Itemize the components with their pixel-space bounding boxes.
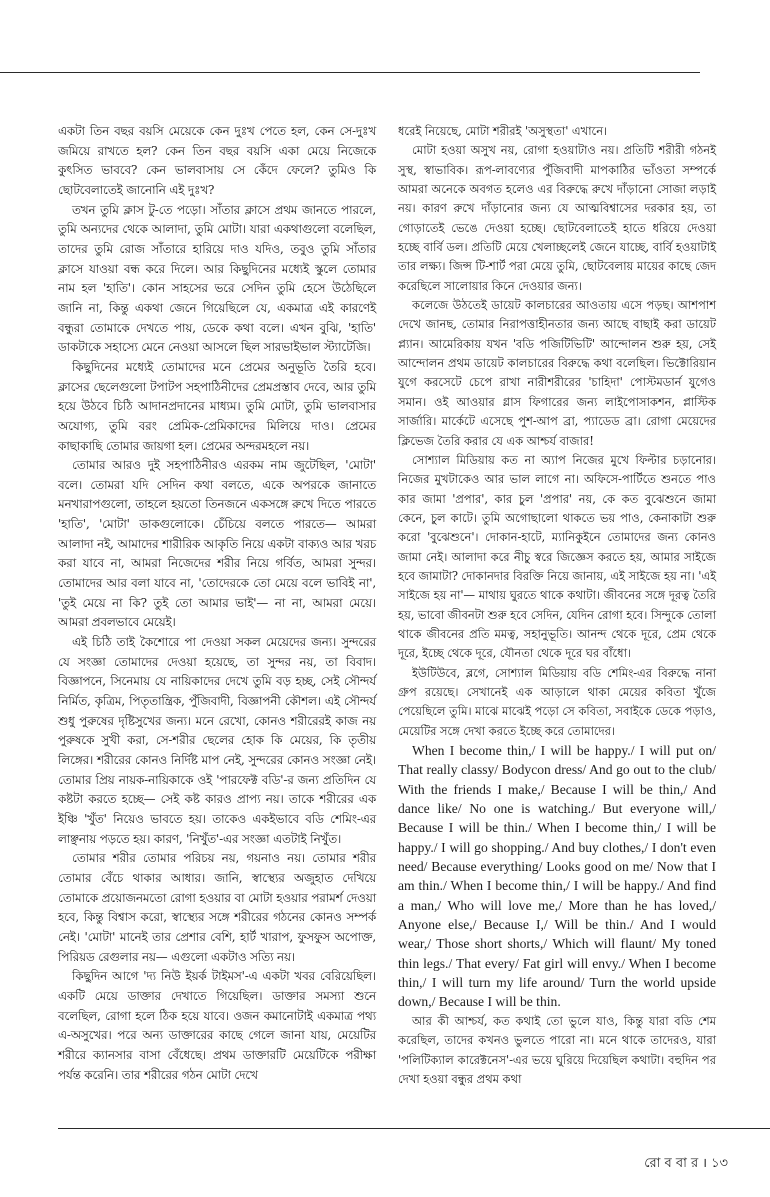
page-footer bbox=[644, 1153, 728, 1175]
left-column bbox=[58, 122, 376, 1085]
paragraph: ধরেই নিয়েছে, মোটা শরীরই 'অসুস্থতা' এখানে। bbox=[398, 124, 608, 138]
paragraph: কিছুদিন আগে 'দ্য নিউ ইয়র্ক টাইমস'-এ একটা খবর বেরিয়েছিল। একটি মেয়ে ডাক্তার দেখাতে গিয়েছিল। ডাক্তার সমস্যা শুনে বলেছিল, রোগা হলে ঠিক হয়ে যাবে। ওজন কমানোটাই একমাত্র পথ্য এ-অসুখের। পরে অন্য ডাক্তারের কাছে গেলে জানা যায়, মেয়েটির শরীরে ক্যানসার বাসা বেঁধেছে। প্রথম ডাক্তারটি মেয়েটিকে পরীক্ষা পর্যন্ত করেনি। তার শরীরের গঠন মোটা দেখে bbox=[58, 969, 376, 1082]
paragraph: সোশ্যাল মিডিয়ায় কত না অ্যাপ নিজের মুখে ফিল্টার চড়ানোর। নিজের মুখটাকেও আর ভাল লাগে না। অফিসে-পার্টিতে শুনতে পাও কার জামা 'প্রপার', কার চুল 'প্রপার' নয়, কে কত বুঝেশুনে জামা কেনে, চুল কাটে। তুমি অগোছালো থাকতে ভয় পাও, কেনাকাটা শুরু করো 'বুঝেশুনে'। দোকান-হাটে, ম্যানিকুইনে তোমাদের জন্য কোনও জামা নেই। আলাদা করে নীচু স্বরে জিজ্ঞেস করতে হয়, আমার সাইজে হবে জামাটা? দোকানদার বিরক্তি নিয়ে জানায়, এই সাইজে হয় না। 'এই সাইজে হয় না'— মাথায় ঘুরতে থাকে কথাটা। জীবনের সঙ্গে দূরত্ব তৈরি হয়, ভাবো জীবনটা শুরু হবে সেদিন, যেদিন রোগা হবে। সিন্দুকে তোলা থাকে জীবনের প্রতি মমত্ব, সহানুভূতি। আনন্দ থেকে দূরে, প্রেম থেকে দূরে, ইচ্ছে থেকে দূরে, যৌনতা থেকে দূরে ঘর বাঁধো। bbox=[398, 452, 717, 661]
paragraph: ইউটিউবে, ব্লগে, সোশ্যাল মিডিয়ায় বডি শেমিং-এর বিরুদ্ধে নানা গ্রুপ রয়েছে। সেখানেই এক আড়ালে থাকা মেয়ের কবিতা খুঁজে পেয়েছিলে তুমি। মাঝে মাঝেই পড়ো সে কবিতা, সবাইকে ডেকে পড়াও, মেয়েটির সঙ্গে দেখা করতে ইচ্ছে করে তোমাদের। bbox=[398, 665, 716, 738]
english-poem: When I become thin,/ I will be happy./ I will put on/ That really classy/ Bodycon dress/ And go out to the club/ With the friends I make,/ Because I will be thin,/ And dance like/ No one is watching./ But everyone will,/ Because I will be thin./ When I become thin,/ I will be happy./ I will go shopping./ And buy clothes,/ I don't even need/ Because everything/ Looks good on me/ Now that I am thin./ When I become thin,/ I will be happy./ And find a man,/ Who will love me,/ More than he has loved,/ Anyone else,/ Because I,/ Will be thin./ And I would wear,/ Those short shorts,/ Which will flaunt/ My toned thin legs./ That every/ Fat girl will envy./ When I become thin,/ I will turn my life around/ Turn the world upside down,/ Because I will be thin. bbox=[398, 743, 716, 1010]
magazine-name: রো ব বা র bbox=[644, 1156, 699, 1171]
bottom-rule bbox=[58, 1128, 770, 1129]
top-rule bbox=[0, 72, 700, 73]
paragraph: এই চিঠি তাই কৈশোরে পা দেওয়া সকল মেয়েদের জন্য। সুন্দরের যে সংজ্ঞা তোমাদের দেওয়া হয়েছে, তা সুন্দর নয়, তা বিবাদ। বিজ্ঞাপনে, সিনেমায় যে নায়িকাদের দেখে তুমি বড় হচ্ছ, সেই সৌন্দর্য নির্মিত, কৃত্রিম, পিতৃতান্ত্রিক, পুঁজিবাদী, বিজ্ঞাপনী কৌশল। এই সৌন্দর্য শুধু পুরুষের দৃষ্টিসুখের জন্য। মনে রেখো, কোনও শরীরেরই কাজ নয় পুরুষকে সুখী করা, সে-শরীর ছেলের হোক কি মেয়ের, কি তৃতীয় লিঙ্গের। শরীরের কোনও নির্দিষ্ট মাপ নেই, সুন্দরের কোনও সংজ্ঞা নেই। তোমার প্রিয় নায়ক-নায়িকাকে ওই 'পারফেক্ট বডি'-র জন্য প্রতিদিন যে কষ্টটা করতে হচ্ছে— সেই কষ্ট কারও প্রাপ্য নয়। তাকে শরীরের এক ইঞ্চি 'খুঁত' নিয়েও ভাবতে হয়। তাকেও একইভাবে বডি শেমিং-এর লাঞ্ছনায় পড়তে হয়। কারণ, 'নিখুঁত'-এর সংজ্ঞা এতটাই নিখুঁত। bbox=[58, 635, 376, 846]
page-number: ১৩ bbox=[711, 1156, 728, 1171]
paragraph: তোমার আরও দুই সহপাঠিনীরও এরকম নাম জুটেছিল, 'মোটা' বলে। তোমরা যদি সেদিন কথা বলতে, একে অপরকে জানাতে মনখারাপগুলো, তাহলে হয়তো তিনজনে একসঙ্গে রুখে দিতে পারতে 'হাতি', 'মোটা' ডাকগুলোকে। চেঁচিয়ে বলতে পারতে— আমরা আলাদা নই, আমাদের শারীরিক আকৃতি নিয়ে একটা বাক্যও আর খরচ করা যাবে না, আমরা নিজেদের শরীর নিয়ে গর্বিত, আমরা সুন্দর। তোমাদের আর বলা যাবে না, 'তোদেরকে তো মেয়ে বলে ভাবিই না', 'তুই মেয়ে না কি? তুই তো আমার ভাই'— না না, আমরা মেয়ে। আমরা প্রবলভাবে মেয়েই। bbox=[58, 458, 376, 630]
paragraph: কিছুদিনের মধ্যেই তোমাদের মনে প্রেমের অনুভূতি তৈরি হবে। ক্লাসের ছেলেগুলো টপাটপ সহপাঠিনীদের প্রেমপ্রস্তাব দেবে, আর তুমি হয়ে উঠবে চিঠি আদানপ্রদানের মাধ্যম। তুমি মোটা, তুমি ভালবাসার অযোগ্য, তুমি বরং প্রেমিক-প্রেমিকাদের মিলিয়ে দাও। প্রেমের কাছাকাছি তোমার জায়গা হল। প্রেমের অন্দরমহলে নয়। bbox=[58, 359, 376, 453]
paragraph: একটা তিন বছর বয়সি মেয়েকে কেন দুঃখ পেতে হল, কেন সে-দুঃখ জমিয়ে রাখতে হল? কেন তিন বছর বয়সি একা মেয়ে নিজেকে কুৎসিত ভাববে? কেন ভালবাসায় সে কেঁদে ফেলে? তুমিও কি ছোটবেলাতেই জানোনি এই দুঃখ? bbox=[58, 124, 376, 197]
paragraph: তোমার শরীর তোমার পরিচয় নয়, গয়নাও নয়। তোমার শরীর তোমার বেঁচে থাকার আধার। জানি, স্বাস্থ্যের অজুহাত দেখিয়ে তোমাকে প্রয়োজনমতো রোগা হওয়ার বা মোটা হওয়ার পরামর্শ দেওয়া হবে, কিন্তু বিশ্বাস করো, স্বাস্থ্যের সঙ্গে শরীরের গঠনের কোনও সম্পর্ক নেই। 'মোটা' মানেই তার প্রেশার বেশি, হার্ট খারাপ, ফুসফুস অপোক্ত, পিরিয়ড রেগুলার নয়— এগুলো একটাও সত্যি নয়। bbox=[58, 851, 376, 964]
paragraph: আর কী আশ্চর্য, কত কথাই তো ভুলে যাও, কিন্তু যারা বডি শেম করেছিল, তাদের কখনও ভুলতে পারো না। মনে থাকে তাদেরও, যারা 'পলিটিক্যাল কারেক্টনেস'-এর ভয়ে ঘুরিয়ে দিয়েছিল কথাটা। বহুদিন পর দেখা হওয়া বন্ধুর প্রথম কথা bbox=[398, 1013, 716, 1086]
paragraph: তখন তুমি ক্লাস টু-তে পড়ো। সাঁতার ক্লাসে প্রথম জানতে পারলে, তুমি অন্যদের থেকে আলাদা, তুমি মোটা। যারা একথাগুলো বলেছিল, তাদের তুমি রোজ সাঁতারে হারিয়ে দাও যদিও, তবুও তুমি সাঁতার ক্লাসে যাওয়া বন্ধ করে দিলে। আর কিছুদিনের মধ্যেই স্কুলে তোমার নাম হল 'হাতি'। কোন সাহসের ভরে সেদিন তুমি হেসে উঠেছিলে জানি না, কিন্তু একথা জেনে গিয়েছিলে যে, একমাত্র এই কারণেই বন্ধুরা তোমাকে দেখতে পায়, ডেকে কথা বলে। এখন বুঝি, 'হাতি' ডাকটাকে সহাস্যে মেনে নেওয়া আসলে ছিল সারভাইভাল স্ট্যাটেজি। bbox=[58, 202, 376, 355]
paragraph: কলেজে উঠতেই ডায়েট কালচারের আওতায় এসে পড়ছ। আশপাশ দেখে জানছ, তোমার নিরাপত্তাহীনতার জন্য আছে বাছাই করা ডায়েট প্ল্যান। আমেরিকায় যখন 'বডি পজিটিভিটি' আন্দোলন শুরু হয়, সেই আন্দোলন প্রথম ডায়েট কালচারের বিরুদ্ধে কথা বলেছিল। ভিক্টোরিয়ান যুগে করসেটে চেপে রাখা নারীশরীরের 'চাহিদা' পোস্টমডার্ন যুগেও সমান। ওই আওয়ার গ্লাস ফিগারের জন্য লাইপোসাকশন, প্লাস্টিক সার্জারি। মার্কেটে এসেছে পুশ-আপ ব্রা, প্যাডেড ব্রা। রোগা মেয়েদের ক্লিভেজ তৈরি করার যে এক আশ্চর্য বাজার! bbox=[398, 298, 716, 448]
footer-separator: । bbox=[702, 1156, 708, 1171]
right-column bbox=[398, 122, 716, 1089]
paragraph: মোটা হওয়া অসুখ নয়, রোগা হওয়াটাও নয়। প্রতিটি শরীরী গঠনই সুস্থ, স্বাভাবিক। রূপ-লাবণ্যের পুঁজিবাদী মাপকাঠির ভাঁওতা সম্পর্কে আমরা অনেকে অবগত হলেও এর বিরুদ্ধে রুখে দাঁড়ানো সোজা লড়াই নয়। কারণ রুখে দাঁড়ানোর জন্য যে আত্মবিশ্বাসের দরকার হয়, তা গোড়াতেই ভেঙে দেওয়া হচ্ছে। ছোটবেলাতেই হাতে ধরিয়ে দেওয়া হচ্ছে বার্বি ডল। প্রতিটি মেয়ে খেলাচ্ছলেই জেনে যাচ্ছে, বার্বি হওয়াটাই তার লক্ষ্য। জিন্স টি-শার্ট পরা মেয়ে তুমি, ছোটবেলায় মায়ের কাছে জেদ করেছিলে সালোয়ার কিনে দেওয়ার জন্য। bbox=[398, 143, 716, 293]
